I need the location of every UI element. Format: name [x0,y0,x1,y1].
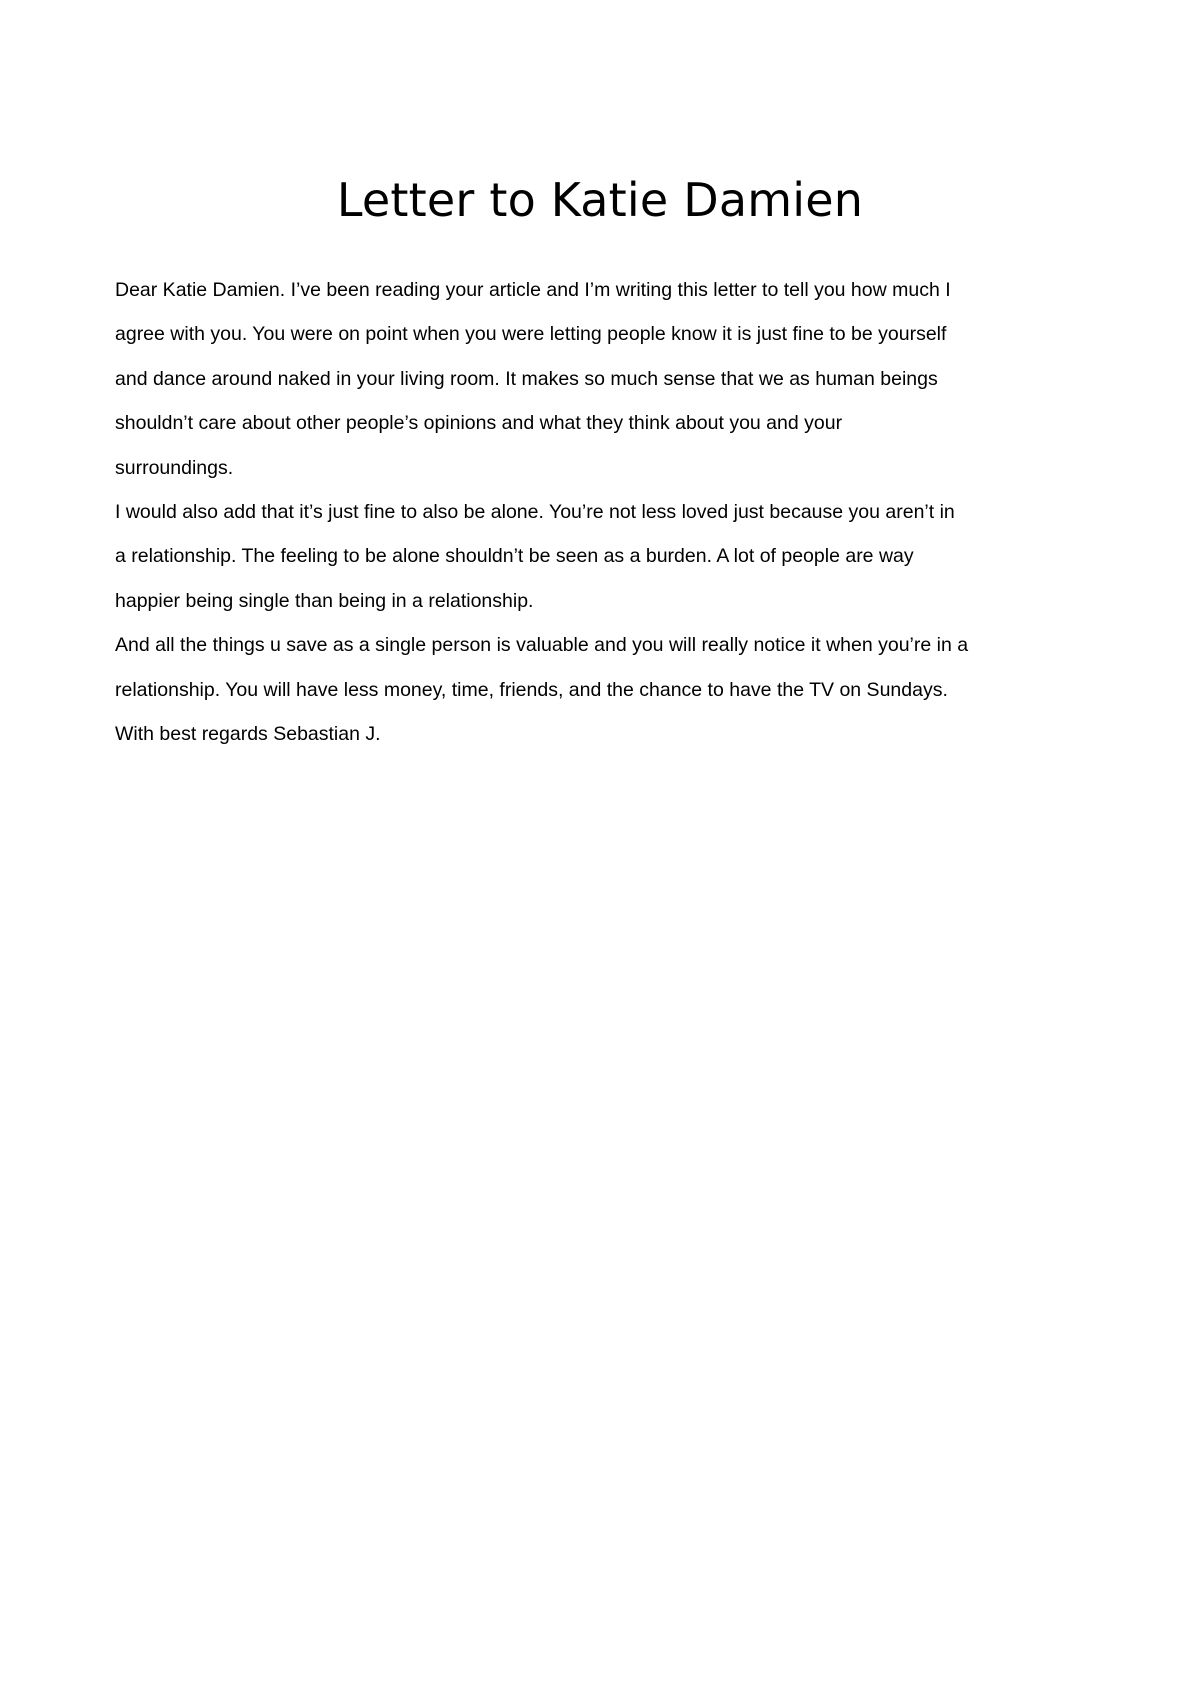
letter-line: Dear Katie Damien. I’ve been reading your article and I’m writing this letter to tell you how much I [115,279,951,301]
letter-line: I would also add that it’s just fine to also be alone. You’re not less loved just because you aren’t in [115,501,955,524]
letter-body [115,268,1100,756]
letter-line: shouldn’t care about other people’s opinions and what they think about you and your [115,412,843,435]
letter-line: happier being single than being in a relationship. [115,589,534,612]
letter-line: relationship. You will have less money, time, friends, and the chance to have the TV on Sundays. [115,678,948,701]
letter-signature: With best regards Sebastian J. [115,723,381,746]
letter-line: surroundings. [115,456,234,479]
letter-line: and dance around naked in your living room. It makes so much sense that we as human beings [115,367,938,390]
letter-line: agree with you. You were on point when you were letting people know it is just fine to be yourself [115,323,947,346]
letter-line: And all the things u save as a single person is valuable and you will really notice it when you’re in a [115,634,969,657]
document-title: Letter to Katie Damien [336,173,864,227]
letter-line: a relationship. The feeling to be alone shouldn’t be seen as a burden. A lot of people are way [115,545,914,568]
